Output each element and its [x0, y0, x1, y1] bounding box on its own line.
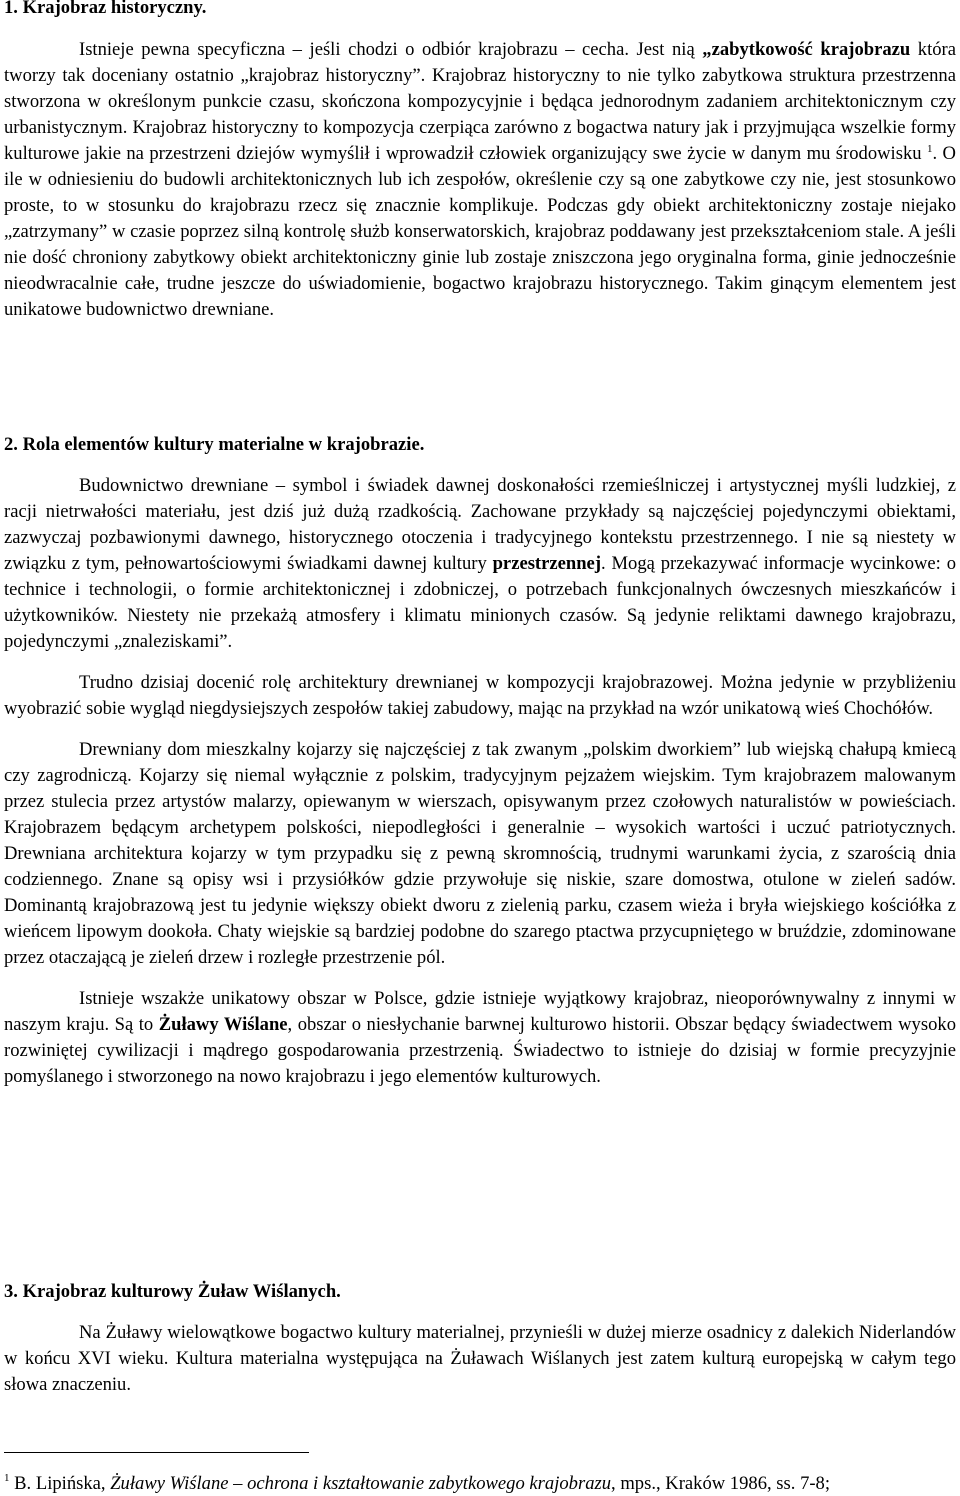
section-heading-2: 2. Rola elementów kultury materialne w krajobrazie.: [4, 434, 425, 455]
footnote-author: B. Lipińska,: [9, 1473, 111, 1494]
paragraph-text: która tworzy tak doceniany ostatnio „krajobraz historyczny”. Krajobraz historyczny to nie tylko zabytkowa struktura przestrzenna stworzona w określonym punkcie czasu, skończona kompozycyjnie i będąca jednorodnym zadaniem architektonicznym czy urbanistycznym. Krajobraz historyczny to kompozycja czerpiąca zarówno z bogactwa natury jak i przyjmująca wszelkie formy kulturowe jakie na przestrzeni dziejów wymyślił i wprowadził człowiek organizujący swe życie w danym mu środowisku: [4, 39, 956, 164]
footnote-title: Żuławy Wiślane – ochrona i kształtowanie zabytkowego krajobrazu: [110, 1473, 612, 1494]
bold-term: Żuławy Wiślane: [158, 1014, 288, 1035]
bold-term: przestrzennej: [492, 553, 602, 574]
paragraph-text: . Mogą przekazywać informacje wycinkowe: o technice i technologii, o formie architektonicznej i zdobniczej, o potrzebach funkcjonalnych ówczesnych mieszkańców i użytkowników. Niestety nie przekażą atmosfery i klimatu minionych czasów. Są jedynie reliktami dawnego krajobrazu, pojedynczymi „znaleziskami”.: [4, 553, 956, 652]
section-body-1: [4, 37, 956, 323]
footnote-number: 1: [4, 1472, 10, 1484]
paragraph: [4, 473, 956, 655]
bold-term: „zabytkowość krajobrazu: [702, 39, 911, 60]
paragraph-text: Istnieje wszakże unikatowy obszar w Polsce, gdzie istnieje wyjątkowy krajobraz, nieoporównywalny z innymi w naszym kraju. Są to: [4, 988, 956, 1035]
footnote-details: , mps., Kraków 1986, ss. 7-8;: [611, 1473, 831, 1494]
section-body-2: [4, 473, 956, 1090]
paragraph-text: Drewniany dom mieszkalny kojarzy się najczęściej z tak zwanym „polskim dworkiem” lub wiejską chałupą kmiecą czy zagrodniczą. Kojarzy się niemal wyłącznie z polskim, tradycyjnym pejzażem wiejskim. Tym krajobrazem malowanym przez stulecia przez artystów malarzy, opiewanym w wierszach, opisywanym przez czołowych naturalistów w powieściach. Krajobrazem będącym archetypem polskości, niepodległości i generalnie – wysokich wartości i uczuć patriotycznych. Drewniana architektura kojarzy w tym przypadku się z pewną skromnością, trudnymi warunkami życia, z szarością dnia codziennego. Znane są opisy wsi i przysiółków gdzie przywołuje się niskie, szare domostwa, otulone w zieleń sadów. Dominantą krajobrazową jest tu jedynie większy obiekt dworu z zielenią parku, czasem wieża i bryła wiejskiego kościółka z wieńcem lipowym dookoła. Chaty wiejskie są bardziej podobne do szarego ptactwa przycupniętego w bruździe, zdominowane przez otaczającą je zieleń drzew i rozległe przestrzenie pól.: [4, 739, 956, 968]
paragraph: [4, 37, 956, 323]
paragraph-text: Trudno dzisiaj docenić rolę architektury drewnianej w kompozycji krajobrazowej. Można jedynie w przybliżeniu wyobrazić sobie wygląd niegdysiejszych zespołów takiej zabudowy, mając na przykład na wzór unikatową wieś Chochółów.: [4, 672, 956, 719]
section-body-3: [4, 1320, 956, 1398]
paragraph: [4, 670, 956, 722]
paragraph: [4, 986, 956, 1090]
footnote-reference[interactable]: 1: [926, 143, 933, 155]
section-heading-3: 3. Krajobraz kulturowy Żuław Wiślanych.: [4, 1281, 341, 1302]
paragraph-text: . O ile w odniesieniu do budowli architektonicznych lub ich zespołów, określenie czy są one zabytkowe czy nie, jest stosunkowo proste, to w stosunku do krajobrazu rzecz się znacznie komplikuje. Podczas gdy obiekt architektoniczny zostaje niejako „zatrzymany” w czasie poprzez silną kontrolę służb konserwatorskich, krajobraz poddawany jest przekształceniom stale. A jeśli nie dość chroniony zabytkowy obiekt architektoniczny ginie lub zostaje zniszczona jego oryginalna forma, ginie jednocześnie nieodwracalnie całe, trudne jeszcze do uświadomienie, bogactwo krajobrazu historycznego. Takim ginącym elementem jest unikatowe budownictwo drewniane.: [4, 143, 956, 320]
section-heading-1: 1. Krajobraz historyczny.: [4, 0, 207, 18]
paragraph: [4, 737, 956, 971]
footnote-separator: [4, 1452, 309, 1453]
paragraph-text: Na Żuławy wielowątkowe bogactwo kultury materialnej, przynieśli w dużej mierze osadnicy z dalekich Niderlandów w końcu XVI wieku. Kultura materialna występująca na Żuławach Wiślanych jest zatem kulturą europejską w całym tego słowa znaczeniu.: [4, 1322, 956, 1395]
paragraph: [4, 1320, 956, 1398]
paragraph-text: Istnieje pewna specyficzna – jeśli chodzi o odbiór krajobrazu – cecha. Jest nią: [79, 39, 703, 60]
paragraph-text: , obszar o niesłychanie barwnej kulturowo historii. Obszar będący świadectwem wysoko rozwiniętej cywilizacji i mądrego gospodarowania przestrzenią. Świadectwo to istnieje do dzisiaj w formie precyzyjnie pomyślanego i stworzonego na nowo krajobrazu i jego elementów kulturowych.: [4, 1014, 956, 1087]
paragraph-text: Budownictwo drewniane – symbol i świadek dawnej doskonałości rzemieślniczej i artystycznej myśli ludzkiej, z racji nietrwałości materiału, jest dziś już dużą rzadkością. Zachowane przykłady są najczęściej pojedynczymi obiektami, zazwyczaj pozbawionymi dawnego, historycznego otoczenia i tradycyjnego kontekstu przestrzennego. I nie są niestety w związku z tym, pełnowartościowymi świadkami dawnej kultury: [4, 475, 956, 574]
